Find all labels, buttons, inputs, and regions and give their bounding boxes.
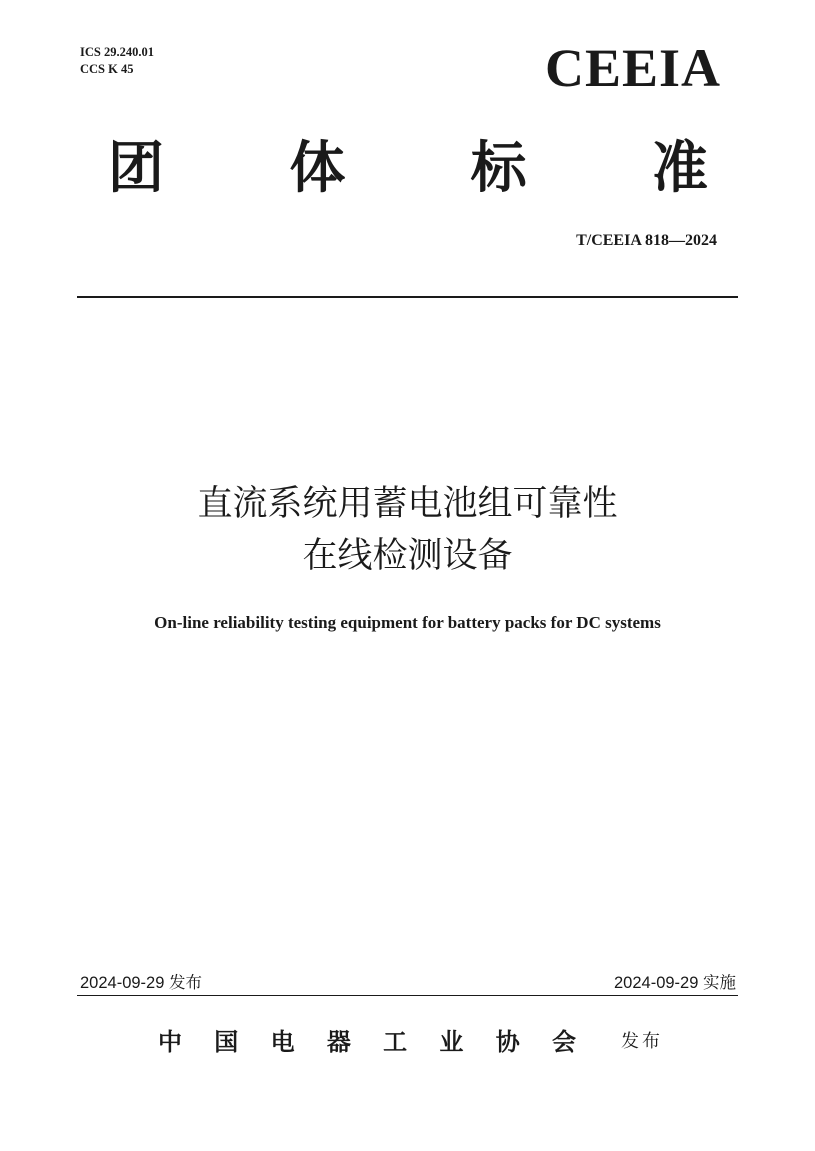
publisher-char: 业: [439, 1027, 464, 1056]
title-chinese-line-2: 在线检测设备: [302, 536, 513, 576]
publisher-name: [158, 1026, 576, 1058]
publisher-char: 会: [551, 1027, 576, 1056]
publisher-char: 器: [326, 1027, 351, 1056]
publisher-row: [158, 1026, 663, 1058]
standard-number: T/CEEIA 818—2024: [576, 232, 717, 249]
brand-logo-text: CEEIA: [544, 38, 721, 98]
standard-type-char: 准: [651, 135, 708, 201]
implementation-date: 2024-09-29 实施: [614, 974, 736, 992]
publisher-char: 中: [158, 1027, 182, 1056]
standard-type-heading: [108, 132, 708, 204]
ics-code: ICS 29.240.01: [80, 45, 154, 59]
ccs-code: CCS K 45: [80, 62, 134, 76]
publisher-char: 国: [214, 1027, 239, 1056]
standard-type-char: 标: [470, 135, 527, 201]
title-chinese: [0, 478, 815, 582]
publish-label: 发布: [621, 1031, 663, 1052]
title-chinese-line-1: 直流系统用蓄电池组可靠性: [197, 484, 618, 524]
issue-date: 2024-09-29 发布: [80, 974, 202, 992]
top-divider: [77, 296, 738, 298]
publisher-char: 协: [495, 1027, 520, 1056]
standard-type-char: 体: [289, 135, 346, 201]
standard-type-char: 团: [108, 135, 164, 201]
title-english: On-line reliability testing equipment for battery packs for DC systems: [154, 613, 661, 632]
bottom-divider: [77, 995, 738, 996]
publisher-char: 电: [270, 1027, 295, 1056]
publisher-char: 工: [383, 1027, 408, 1056]
classification-codes: [80, 44, 154, 78]
